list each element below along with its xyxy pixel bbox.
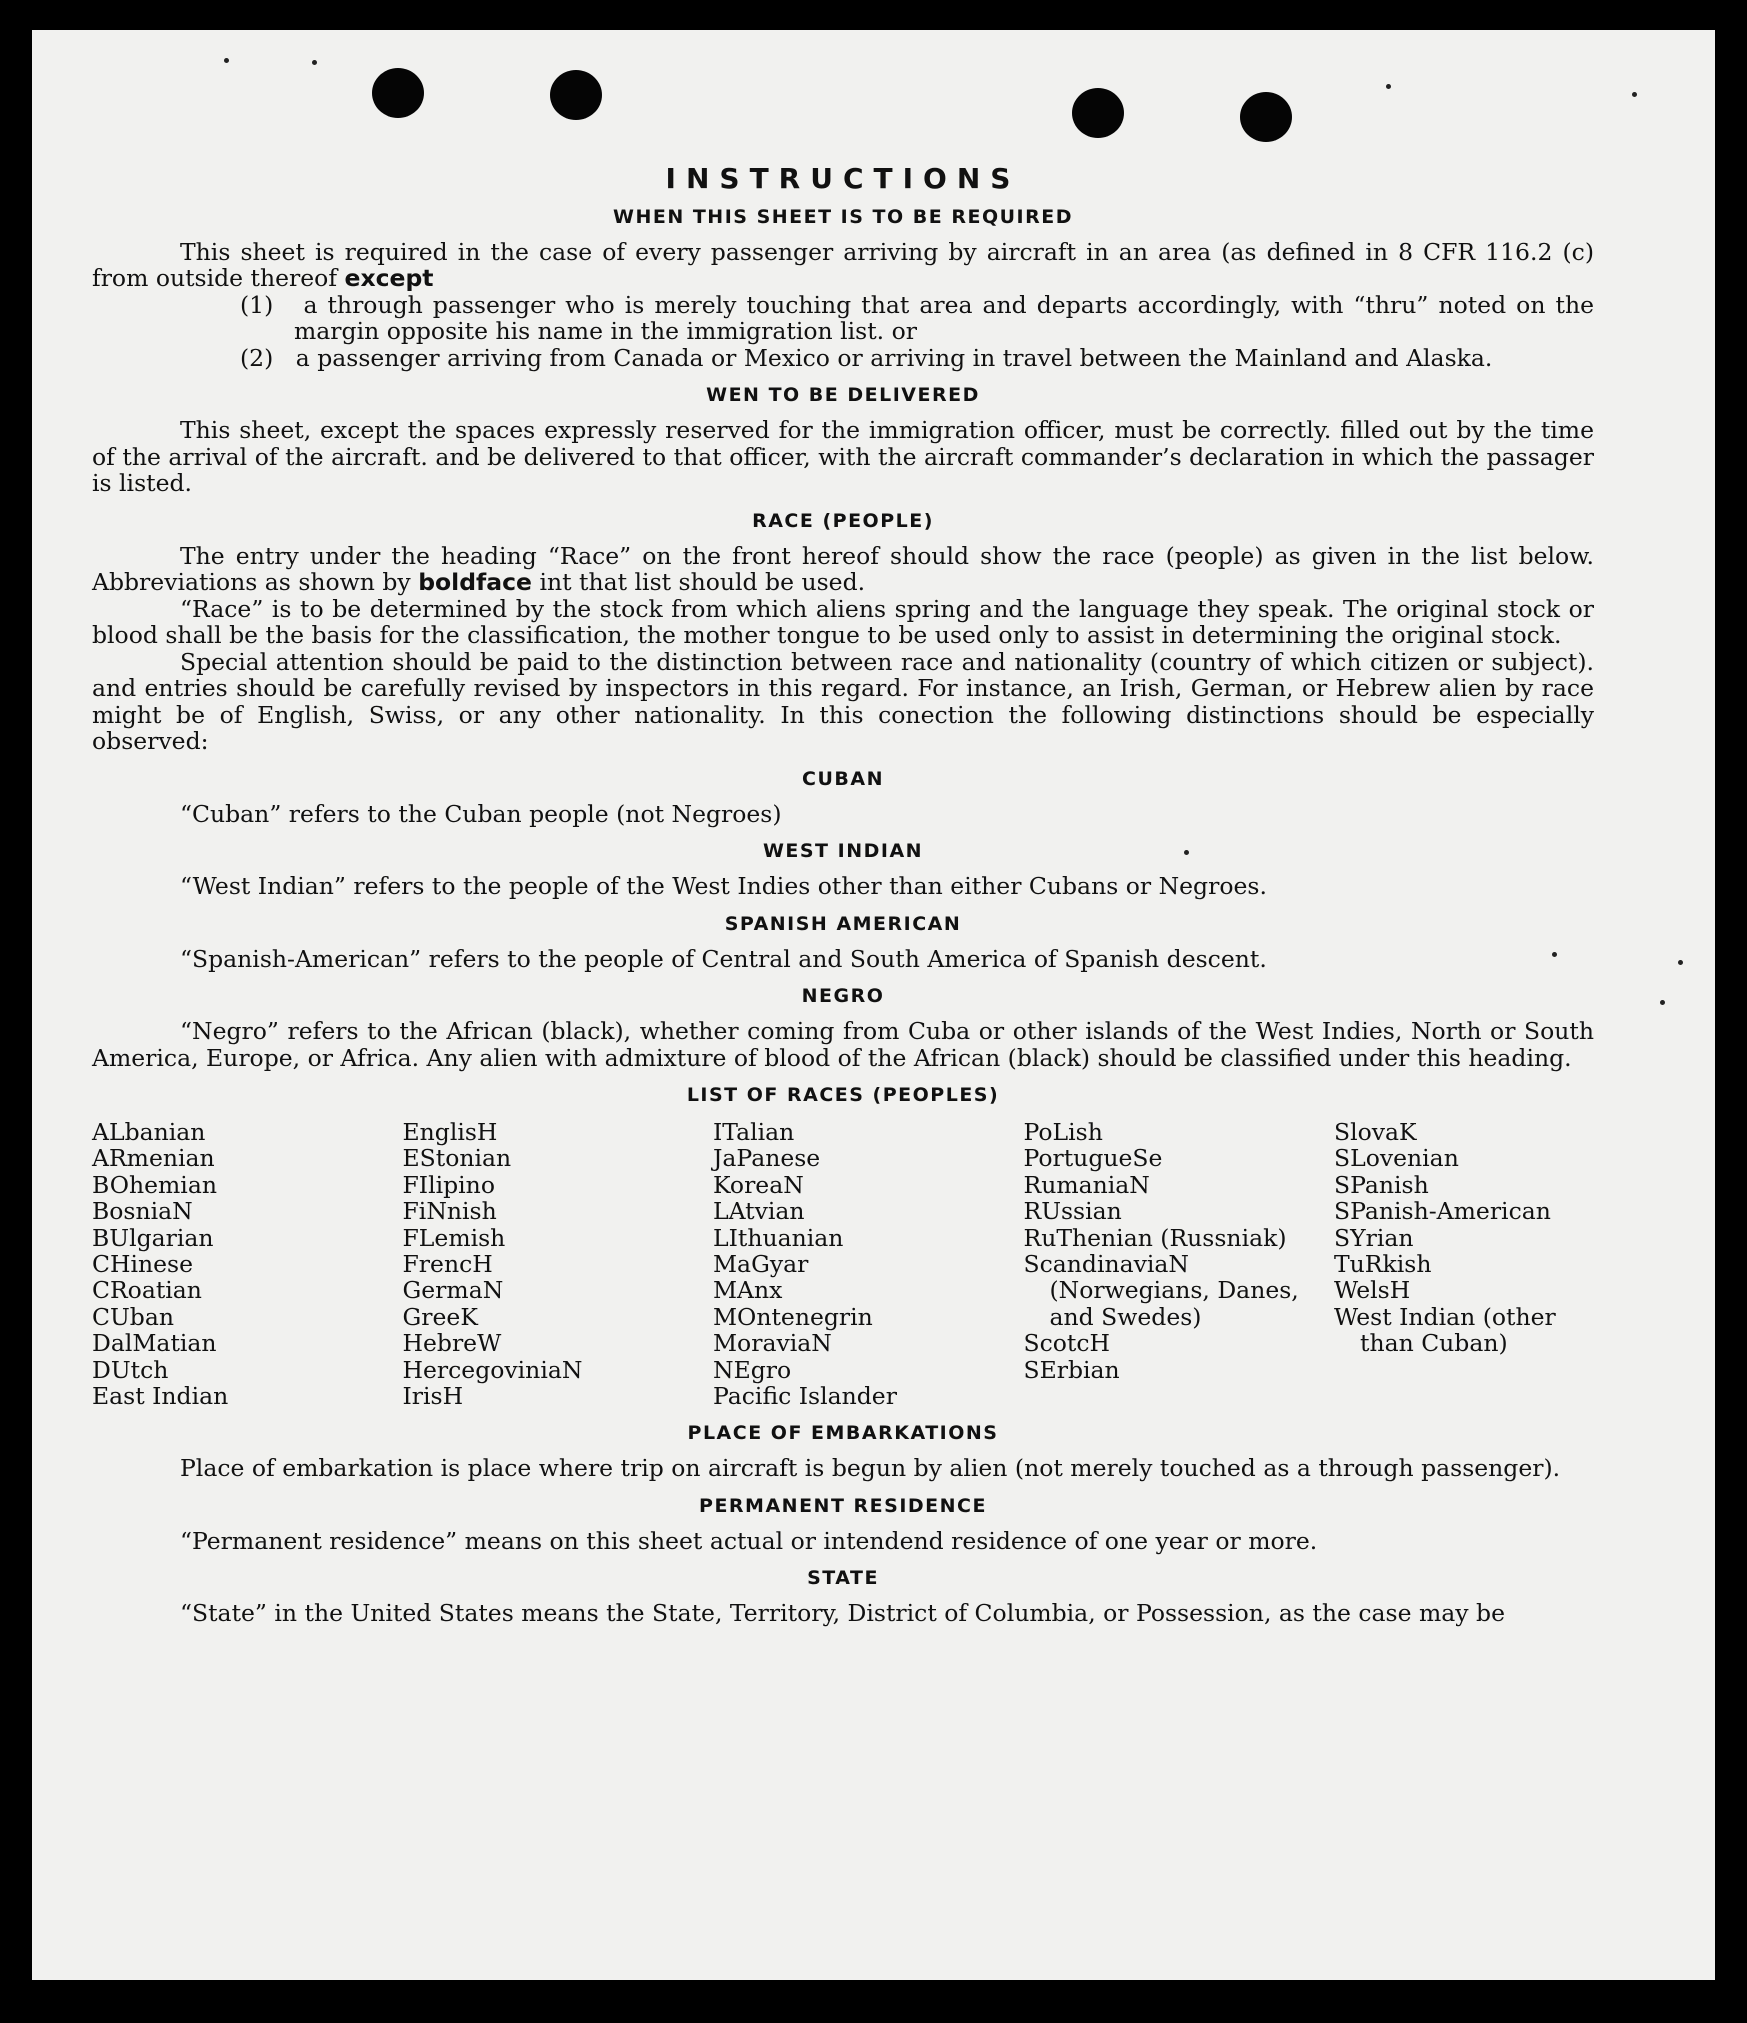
heading-spanish-american: SPANISH AMERICAN bbox=[724, 912, 962, 935]
race-entry: ITalian bbox=[713, 1118, 795, 1146]
races-column-3 bbox=[713, 1119, 1013, 1409]
race-entry: FLemish bbox=[402, 1223, 506, 1252]
heading-cuban: CUBAN bbox=[802, 767, 884, 790]
boldface-bold: boldface bbox=[418, 568, 532, 596]
races-column-4 bbox=[1024, 1119, 1324, 1409]
race-entry: EStonian bbox=[402, 1144, 512, 1173]
residence-text: “Permanent residence” means on this sheet actual or intendend residence of one year or more. bbox=[180, 1526, 1318, 1555]
race-entry: CRoatian bbox=[92, 1276, 202, 1305]
race-entry: SYrian bbox=[1334, 1223, 1414, 1252]
document-page bbox=[32, 30, 1715, 1980]
delivered-text: This sheet, except the spaces expressly reserved for the immigration officer, must be correctly. filled out by the time of the arrival of the aircraft. and be delivered to that officer, with the aircraft commander’s declaration in which the passager is listed. bbox=[92, 416, 1594, 497]
race-entry: SPanish bbox=[1334, 1170, 1429, 1199]
race-entry: RumaniaN bbox=[1023, 1170, 1150, 1199]
heading-permanent-residence: PERMANENT RESIDENCE bbox=[699, 1494, 987, 1517]
race-entry: BOhemian bbox=[92, 1170, 217, 1199]
cuban-text: “Cuban” refers to the Cuban people (not Negroes) bbox=[180, 799, 782, 828]
spanish-american-text: “Spanish-American” refers to the people of Central and South America of Spanish descent. bbox=[180, 944, 1267, 973]
required-item-1: (1) a through passenger who is merely touching that area and departs accordingly, with “thru” noted on the margin opposite his name in the immigration list. or bbox=[240, 290, 1594, 345]
dust-speck bbox=[1678, 960, 1683, 965]
dust-speck bbox=[224, 58, 229, 63]
race-entry: ScotcH bbox=[1023, 1329, 1111, 1358]
dust-speck bbox=[1632, 92, 1637, 97]
race-entry: SlovaK bbox=[1334, 1118, 1417, 1146]
race-entry: LAtvian bbox=[713, 1197, 805, 1226]
race-entry: SPanish-American bbox=[1334, 1197, 1551, 1226]
race-entry: NEgro bbox=[713, 1355, 792, 1384]
heading-required: WHEN THIS SHEET IS TO BE REQUIRED bbox=[612, 205, 1073, 228]
race-entry: BosniaN bbox=[92, 1197, 193, 1226]
heading-list-of-races: LIST OF RACES (PEOPLES) bbox=[686, 1084, 1000, 1106]
race-paragraph-3: Special attention should be paid to the distinction between race and nationality (country of which citizen or subject). and entries should be carefully revised by inspectors in this regard. For instance, an Irish, German, or Hebrew alien by race might be of English, Swiss, or any other nationality. In this conection the following distinctions should be especially observed: bbox=[92, 647, 1594, 755]
race-entry: JaPanese bbox=[713, 1144, 821, 1173]
instructions-content bbox=[92, 162, 1594, 1628]
race-entry: ScandinaviaN (Norwegians, Danes, and Swedes) bbox=[1023, 1250, 1299, 1331]
race-entry: East Indian bbox=[92, 1382, 229, 1411]
race-entry: EnglisH bbox=[402, 1118, 498, 1146]
race-entry: DalMatian bbox=[92, 1329, 217, 1358]
race-entry: IrisH bbox=[402, 1382, 464, 1411]
race-entry: RuThenian (Russniak) bbox=[1023, 1223, 1287, 1252]
race-entry: GermaN bbox=[402, 1276, 504, 1305]
heading-race: RACE (PEOPLE) bbox=[752, 509, 934, 532]
race-entry: BUlgarian bbox=[92, 1223, 214, 1252]
races-column-2 bbox=[403, 1119, 703, 1409]
race-entry: CHinese bbox=[92, 1250, 193, 1279]
race-entry: MAnx bbox=[713, 1276, 783, 1305]
dust-speck bbox=[1660, 1000, 1665, 1005]
punch-hole bbox=[550, 70, 602, 120]
page-title: INSTRUCTIONS bbox=[665, 162, 1021, 195]
race-entry: SLovenian bbox=[1334, 1144, 1459, 1173]
race-entry: HebreW bbox=[402, 1329, 502, 1358]
heading-delivered: WEN TO BE DELIVERED bbox=[706, 384, 980, 406]
race-entry: LIthuanian bbox=[713, 1223, 844, 1252]
race-entry: SErbian bbox=[1023, 1355, 1120, 1384]
heading-negro: NEGRO bbox=[801, 985, 885, 1007]
negro-text: “Negro” refers to the African (black), whether coming from Cuba or other islands of the West Indies, North or South America, Europe, or Africa. Any alien with admixture of blood of the African (black) should be classified under this heading. bbox=[92, 1017, 1594, 1072]
heading-state: STATE bbox=[807, 1567, 879, 1590]
race-entry: GreeK bbox=[402, 1302, 478, 1331]
required-item-2: (2) a passenger arriving from Canada or Mexico or arriving in travel between the Mainland and Alaska. bbox=[240, 343, 1493, 372]
heading-west-indian: WEST INDIAN bbox=[762, 840, 924, 862]
race-paragraph-2: “Race” is to be determined by the stock from which aliens spring and the language they speak. The original stock or blood shall be the basis for the classification, the mother tongue to be used only to assist in determining the original stock. bbox=[92, 594, 1594, 649]
race-entry: Pacific Islander bbox=[713, 1382, 897, 1411]
race-entry: West Indian (other than Cuban) bbox=[1334, 1302, 1556, 1358]
punch-hole bbox=[1072, 88, 1124, 138]
races-column-1 bbox=[92, 1119, 392, 1409]
race-entry: TuRkish bbox=[1334, 1250, 1432, 1279]
race-entry: PoLish bbox=[1023, 1118, 1103, 1146]
race-entry: FrencH bbox=[402, 1250, 493, 1279]
punch-hole bbox=[1240, 92, 1292, 142]
except-bold: except bbox=[344, 264, 434, 292]
race-entry: FIlipino bbox=[402, 1170, 495, 1199]
race-entry: DUtch bbox=[92, 1355, 169, 1384]
race-paragraph-1: The entry under the heading “Race” on the front hereof should show the race (people) as given in the list below. Abbreviations as shown by boldface int that list should be used. bbox=[92, 541, 1594, 596]
west-indian-text: “West Indian” refers to the people of the West Indies other than either Cubans or Negroes. bbox=[180, 872, 1267, 900]
race-entry: MOntenegrin bbox=[713, 1302, 873, 1331]
race-entry: PortugueSe bbox=[1023, 1144, 1163, 1173]
race-entry: HercegoviniaN bbox=[402, 1355, 583, 1384]
races-column-5 bbox=[1334, 1119, 1590, 1409]
required-intro: This sheet is required in the case of every passenger arriving by aircraft in an area (as defined in 8 CFR 116.2 (c) from outside thereof except bbox=[92, 237, 1594, 292]
race-entry: WelsH bbox=[1334, 1276, 1411, 1305]
dust-speck bbox=[312, 60, 317, 65]
race-entry: KoreaN bbox=[713, 1170, 804, 1199]
race-entry: RUssian bbox=[1023, 1197, 1122, 1226]
state-text: “State” in the United States means the State, Territory, District of Columbia, or Possession, as the case may be bbox=[180, 1599, 1505, 1628]
race-entry: ARmenian bbox=[92, 1144, 215, 1173]
punch-hole bbox=[372, 68, 424, 118]
race-entry: ALbanian bbox=[92, 1118, 206, 1146]
race-entry: MoraviaN bbox=[713, 1329, 832, 1358]
race-entry: FiNnish bbox=[402, 1197, 497, 1226]
races-list bbox=[92, 1119, 1594, 1409]
race-entry: CUban bbox=[92, 1302, 174, 1331]
race-entry: MaGyar bbox=[713, 1250, 809, 1279]
heading-embarkation: PLACE OF EMBARKATIONS bbox=[687, 1422, 999, 1445]
dust-speck bbox=[1386, 84, 1391, 89]
embarkation-text: Place of embarkation is place where trip on aircraft is begun by alien (not merely touched as a through passenger). bbox=[180, 1454, 1561, 1483]
